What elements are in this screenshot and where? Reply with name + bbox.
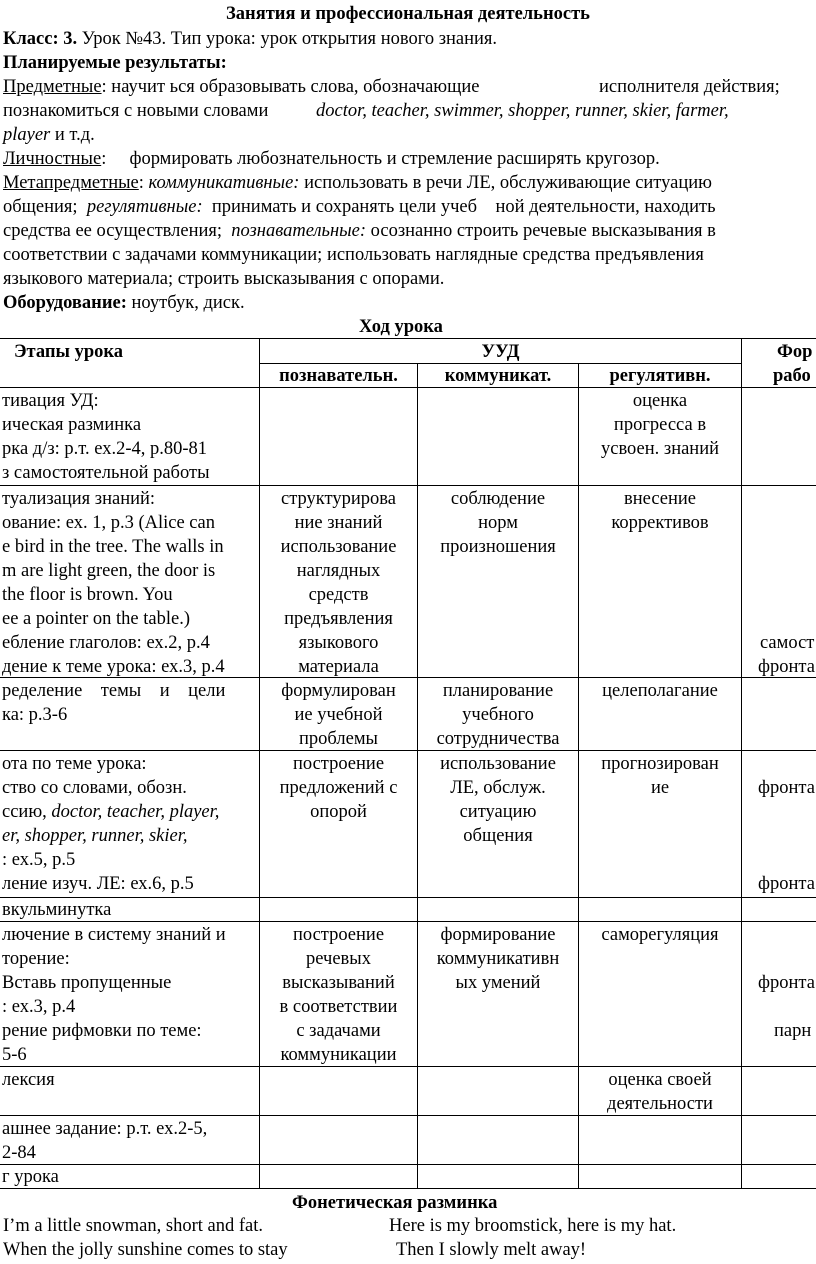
row-6-stage-line-5: рение рифмовки по теме: <box>2 1021 202 1041</box>
lesson-info: Урок №43. Тип урока: урок открытия нового знания. <box>77 29 498 49</box>
row-2-stage-line-4: m are light green, the door is <box>2 561 216 581</box>
row-1-stage-line-4: з самостоятельной работы <box>2 463 210 483</box>
row-6-communicative-line-3: ых умений <box>455 973 541 993</box>
row-6-cognitive-line-1: построение <box>292 925 385 945</box>
column-header-regulative: регулятивн. <box>609 366 711 386</box>
row-2-form-line-1: самост <box>760 633 815 653</box>
row-1-regulative-line-2: прогресса в <box>613 415 707 435</box>
column-header-form-2: рабо <box>773 366 811 386</box>
row-6-cognitive-line-5: с задачами <box>296 1021 381 1041</box>
row-6-communicative-line-2: коммуникативн <box>436 949 560 969</box>
row-3-regulative-line-1: целеполагание <box>602 681 718 701</box>
row-2-regulative-line-1: внесение <box>624 489 696 509</box>
rhyme-line-1-left: I’m a little snowman, short and fat. <box>3 1216 263 1236</box>
row-6-communicative-line-1: формирование <box>440 925 556 945</box>
equipment-line: Оборудование: ноутбук, диск. <box>3 293 245 313</box>
equipment-label: Оборудование: <box>3 293 127 313</box>
row-4-communicative-line-4: общения <box>463 826 533 846</box>
row-2-stage-line-5: the floor is brown. You <box>2 585 173 605</box>
subject-results-line-1-end: исполнителя действия; <box>599 77 780 97</box>
row-2-regulative-line-2: коррективов <box>611 513 709 533</box>
page-title: Занятия и профессиональная деятельность <box>226 4 590 24</box>
row-7-regulative-line-1: оценка своей <box>608 1070 712 1090</box>
meta-results-line-4: соответствии с задачами коммуникации; использовать наглядные средства предъявления <box>3 245 704 265</box>
row-1-regulative-line-3: усвоен. знаний <box>600 439 720 459</box>
row-2-stage-line-3: e bird in the tree. The walls in <box>2 537 224 557</box>
personal-results: Личностные: формировать любознательность и стремление расширять кругозор. <box>3 149 660 169</box>
row-6-cognitive-line-2: речевых <box>306 949 371 969</box>
row-4-stage-line-5: : ех.5, р.5 <box>2 850 76 870</box>
row-6-form-line-1: фронта <box>758 973 815 993</box>
row-2-communicative-line-1: соблюдение <box>450 489 546 509</box>
row-4-form-line-2: фронта <box>758 874 815 894</box>
column-header-uud: УУД <box>481 342 520 362</box>
row-2-form-line-2: фронта <box>758 657 815 677</box>
row-9-stage-line-1: г урока <box>2 1167 59 1187</box>
row-6-cognitive-line-3: высказываний <box>282 973 395 993</box>
row-3-communicative-line-3: сотрудничества <box>436 729 560 749</box>
row-4-regulative-line-1: прогнозирован <box>601 754 719 774</box>
row-2-cognitive-line-7: языкового <box>298 633 379 653</box>
row-2-communicative-line-2: норм <box>478 513 518 533</box>
row-2-stage-line-8: дение к теме урока: ех.3, р.4 <box>2 657 225 677</box>
row-4-cognitive-line-2: предложений с <box>279 778 398 798</box>
row-6-form-line-2: парн <box>774 1021 812 1041</box>
row-2-cognitive-line-2: ние знаний <box>294 513 383 533</box>
row-3-communicative-line-2: учебного <box>462 705 534 725</box>
row-8-stage-line-2: 2-84 <box>2 1143 36 1163</box>
subject-results-line-1: Предметные: научит ься образовывать слова, обозначающие <box>3 77 480 97</box>
personal-results-label: Личностные <box>3 149 102 169</box>
row-4-stage-line-4: er, shopper, runner, skier, <box>2 826 188 846</box>
meta-results-label: Метапредметные <box>3 173 139 193</box>
row-4-stage-line-6: ление изуч. ЛЕ: ех.6, р.5 <box>2 874 194 894</box>
row-6-stage-line-1: лючение в систему знаний и <box>2 925 226 945</box>
row-3-stage-line-1: ределение темы и цели <box>2 681 226 701</box>
planned-results-heading: Планируемые результаты: <box>3 53 227 73</box>
subject-results-label: Предметные <box>3 77 102 97</box>
meta-results-line-3: средства ее осуществления; познавательные: осознанно строить речевые высказывания в <box>3 221 716 241</box>
column-header-stages: Этапы урока <box>14 342 124 362</box>
row-4-cognitive-line-1: построение <box>292 754 385 774</box>
row-2-cognitive-line-6: предъявления <box>284 609 393 629</box>
column-header-communicative: коммуникат. <box>444 366 552 386</box>
row-3-communicative-line-1: планирование <box>442 681 554 701</box>
row-3-cognitive-line-2: ие учебной <box>294 705 383 725</box>
row-6-cognitive-line-6: коммуникации <box>280 1045 397 1065</box>
row-4-communicative-line-3: ситуацию <box>459 802 537 822</box>
subject-results-line-3: player и т.д. <box>3 125 95 145</box>
row-2-cognitive-line-8: материала <box>298 657 379 677</box>
meta-results-line-5: языкового материала; строить высказывания с опорами. <box>3 269 445 289</box>
row-1-stage-line-1: тивация УД: <box>2 391 99 411</box>
meta-results-line-2: общения; регулятивные: принимать и сохранять цели учеб ной деятельности, находить <box>3 197 716 217</box>
row-4-form-line-1: фронта <box>758 778 815 798</box>
row-4-communicative-line-1: использование <box>440 754 556 774</box>
row-6-stage-line-2: торение: <box>2 949 70 969</box>
row-4-regulative-line-2: ие <box>650 778 670 798</box>
meta-results-line-1: Метапредметные: коммуникативные: использовать в речи ЛЕ, обслуживающие ситуацию <box>3 173 712 193</box>
rhyme-line-2-right: Then I slowly melt away! <box>396 1240 587 1260</box>
subject-results-line-2: познакомиться с новыми словами <box>3 101 269 121</box>
row-6-regulative-line-1: саморегуляция <box>601 925 719 945</box>
column-header-form-1: Фор <box>777 342 813 362</box>
row-4-stage-line-2: ство со словами, обозн. <box>2 778 187 798</box>
class-label: Класс: 3. <box>3 29 78 49</box>
row-7-regulative-line-2: деятельности <box>607 1094 713 1114</box>
row-6-stage-line-3: Вставь пропущенные <box>2 973 172 993</box>
row-2-stage-line-1: туализация знаний: <box>2 489 156 509</box>
row-7-stage-line-1: лексия <box>2 1070 55 1090</box>
row-3-stage-line-2: ка: р.3-6 <box>2 705 68 725</box>
row-4-communicative-line-2: ЛЕ, обслуж. <box>450 778 546 798</box>
row-2-stage-line-7: ебление глаголов: ех.2, р.4 <box>2 633 210 653</box>
row-2-cognitive-line-3: использование <box>280 537 397 557</box>
row-4-cognitive-line-3: опорой <box>310 802 367 822</box>
row-3-cognitive-line-3: проблемы <box>299 729 378 749</box>
row-6-cognitive-line-4: в соответствии <box>279 997 398 1017</box>
row-4-stage-line-1: ота по теме урока: <box>2 754 147 774</box>
column-header-cognitive: познавательн. <box>279 366 398 386</box>
row-3-cognitive-line-1: формулирован <box>281 681 396 701</box>
row-6-stage-line-6: 5-6 <box>2 1045 27 1065</box>
row-8-stage-line-1: ашнее задание: р.т. ех.2-5, <box>2 1119 208 1139</box>
row-2-cognitive-line-1: структурирова <box>281 489 396 509</box>
row-1-stage-line-2: ическая разминка <box>2 415 142 435</box>
rhyme-line-1-right: Here is my broomstick, here is my hat. <box>389 1216 677 1236</box>
row-2-stage-line-6: ee a pointer on the table.) <box>2 609 190 629</box>
row-1-stage-line-3: рка д/з: р.т. ех.2-4, р.80-81 <box>2 439 208 459</box>
row-1-regulative-line-1: оценка <box>632 391 688 411</box>
row-2-communicative-line-3: произношения <box>440 537 556 557</box>
row-2-cognitive-line-5: средств <box>308 585 369 605</box>
subject-results-words: doctor, teacher, swimmer, shopper, runner, skier, farmer, <box>316 101 729 121</box>
row-2-cognitive-line-4: наглядных <box>296 561 381 581</box>
row-4-stage-line-3: ссию, doctor, teacher, player, <box>2 802 220 822</box>
row-2-stage-line-2: ование: ех. 1, р.3 (Alice can <box>2 513 215 533</box>
row-6-stage-line-4: : ех.3, р.4 <box>2 997 76 1017</box>
rhyme-line-2-left: When the jolly sunshine comes to stay <box>3 1240 288 1260</box>
row-5-stage-line-1: вкульминутка <box>2 900 112 920</box>
phonetic-heading: Фонетическая разминка <box>292 1193 498 1213</box>
lesson-course-heading: Ход урока <box>359 317 443 337</box>
